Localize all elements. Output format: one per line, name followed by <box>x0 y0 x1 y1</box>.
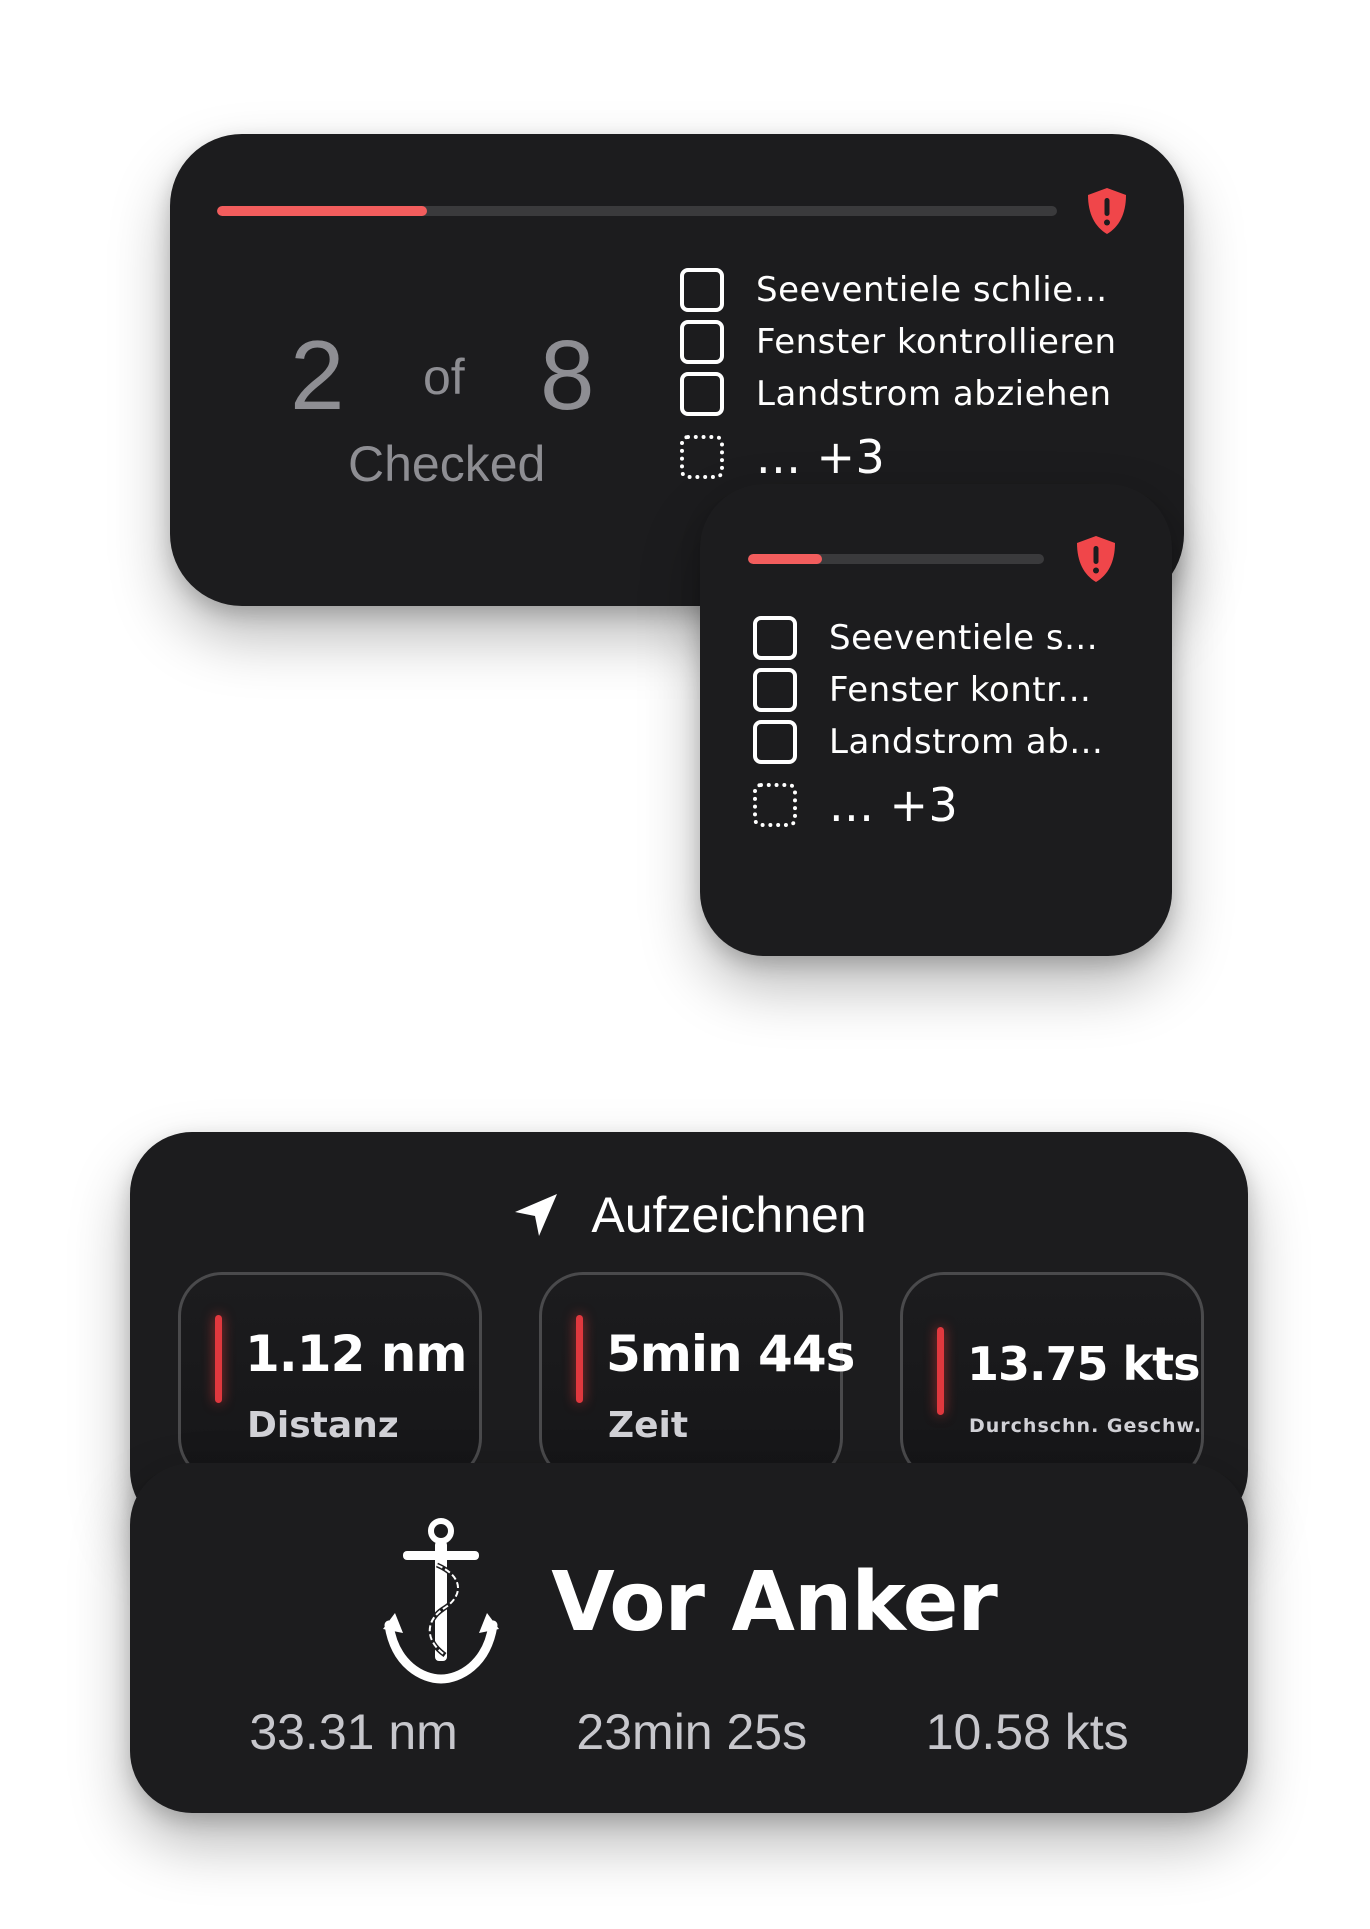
checklist-items <box>680 264 1117 490</box>
stat-card-distance <box>178 1272 482 1482</box>
checkbox[interactable] <box>680 372 724 416</box>
more-items-label: ... +3 <box>756 430 886 484</box>
checklist-progress-fill <box>217 206 427 216</box>
item-label: Landstrom ab... <box>829 722 1104 762</box>
stat-card-time <box>539 1272 855 1482</box>
list-item[interactable] <box>753 716 1103 768</box>
anchor-title: Vor Anker <box>551 1554 997 1650</box>
more-items[interactable] <box>753 772 1103 838</box>
checkbox[interactable] <box>680 320 724 364</box>
location-arrow-icon <box>511 1190 561 1240</box>
list-item[interactable] <box>753 612 1103 664</box>
more-items-label: ... +3 <box>829 778 959 832</box>
stat-label: Durchschn. Geschw. <box>969 1415 1203 1437</box>
checklist-widget-small[interactable] <box>700 484 1172 956</box>
stat-accent-bar <box>215 1315 222 1403</box>
anchor-header <box>130 1517 1248 1687</box>
checklist-progress-fill <box>748 554 822 564</box>
list-item[interactable] <box>680 264 1117 316</box>
list-item[interactable] <box>680 368 1117 420</box>
anchor-time: 23min 25s <box>576 1704 808 1760</box>
stat-value: 13.75 kts <box>967 1337 1200 1391</box>
checkbox[interactable] <box>680 268 724 312</box>
item-label: Fenster kontrollieren <box>756 322 1117 362</box>
checked-label: Checked <box>348 436 546 492</box>
item-label: Seeventiele s... <box>829 618 1099 658</box>
stat-accent-bar <box>937 1327 944 1415</box>
stat-accent-bar <box>576 1315 583 1403</box>
item-label: Seeventiele schlie... <box>756 270 1108 310</box>
anchor-icon <box>381 1517 501 1687</box>
list-item[interactable] <box>680 316 1117 368</box>
anchor-avg-speed: 10.58 kts <box>925 1704 1129 1760</box>
checked-count: 2 <box>290 320 345 430</box>
stat-value: 1.12 nm <box>245 1325 467 1383</box>
stat-label: Zeit <box>608 1405 689 1446</box>
checklist-progress-bar <box>217 206 1057 216</box>
stat-label: Distanz <box>247 1405 399 1446</box>
checklist-items <box>753 612 1103 838</box>
tracking-title: Aufzeichnen <box>591 1187 867 1243</box>
checkbox[interactable] <box>753 720 797 764</box>
item-label: Landstrom abziehen <box>756 374 1112 414</box>
checkbox[interactable] <box>753 668 797 712</box>
tracking-header <box>130 1186 1248 1244</box>
anchor-distance: 33.31 nm <box>249 1704 458 1760</box>
stat-value: 5min 44s <box>606 1325 855 1383</box>
more-items[interactable] <box>680 424 1117 490</box>
anchor-stats <box>130 1703 1248 1761</box>
shield-alert-icon <box>1074 534 1118 584</box>
checkbox[interactable] <box>753 616 797 660</box>
checklist-progress-bar <box>748 554 1044 564</box>
item-label: Fenster kontr... <box>829 670 1092 710</box>
stat-card-avg-speed <box>900 1272 1204 1482</box>
total-count: 8 <box>540 320 595 430</box>
list-item[interactable] <box>753 664 1103 716</box>
more-placeholder-icon <box>680 435 724 479</box>
of-label: of <box>423 349 465 405</box>
shield-alert-icon <box>1085 186 1129 236</box>
more-placeholder-icon <box>753 783 797 827</box>
anchor-widget[interactable] <box>130 1463 1248 1813</box>
